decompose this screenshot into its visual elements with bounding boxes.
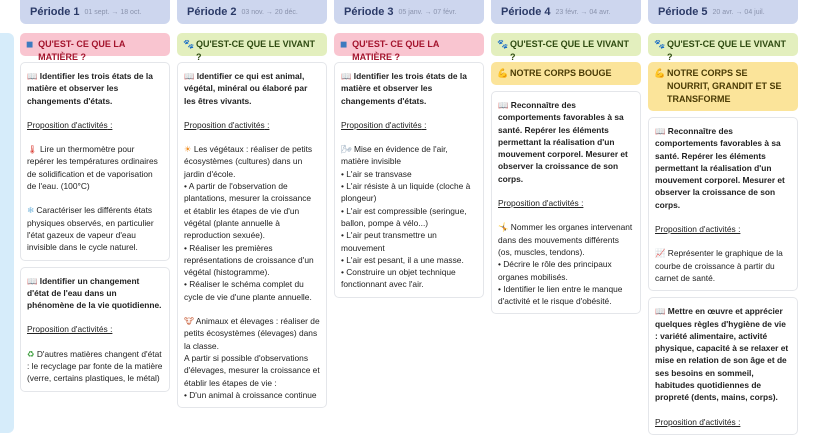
proposition-heading: Proposition d'activités : — [27, 119, 113, 130]
period-title: Période 5 — [658, 6, 708, 18]
theme-card-vivant[interactable] — [491, 33, 641, 62]
bullet-item: • L'air est compressible (seringue, ballon, pompe à vélo...) — [341, 205, 467, 228]
period-column-5 — [648, 0, 798, 435]
card-goal: 📖 Identifier les trois états de la matière et observer les changements d'états. — [27, 71, 153, 106]
card-goal: 📖 Identifier ce qui est animal, végétal, minéral ou élaboré par les êtres vivants. — [184, 71, 308, 106]
theme-card-corps[interactable] — [491, 62, 641, 85]
period-title: Période 1 — [30, 6, 80, 18]
book-icon: 📖 — [655, 306, 666, 317]
period-column-1 — [20, 0, 170, 392]
left-rail — [0, 33, 14, 433]
recycle-icon: ♻ — [27, 348, 35, 359]
paw-icon: 🐾 — [497, 39, 509, 49]
cube-icon: ◼ — [26, 39, 34, 49]
period-dates: 01 sept. → 18 oct. — [84, 8, 142, 16]
bullet-item: • D'un animal à croissance continue — [184, 389, 317, 400]
activity-card[interactable] — [648, 117, 798, 291]
book-icon: 📖 — [184, 71, 195, 81]
card-goal: 📖 Mettre en œuvre et apprécier quelques règles d'hygiène de vie : variété alimentaire, activité physique, capacité à se relaxer et mise en relation de son âge et de ses besoins en sommeil, habitudes quotidiennes de propreté (dents, mains, corps). — [655, 306, 789, 403]
activity-item: 🌬 Mise en évidence de l'air, matière invisible — [341, 144, 448, 167]
proposition-heading: Proposition d'activités : — [498, 198, 584, 209]
bullet-item: • Réaliser le schéma complet du cycle de vie d'une plante annuelle. — [184, 279, 312, 302]
bullet-item: • L'air peut transmettre un mouvement — [341, 230, 437, 253]
activity-card[interactable] — [491, 91, 641, 314]
theme-card-matiere[interactable] — [334, 33, 484, 62]
period-title: Période 3 — [344, 6, 394, 18]
period-column-4 — [491, 0, 641, 314]
activity-item: ❄ Caractériser les différents états physiques observés, en particulier l'état gazeux de vapeur d'eau invisible dans le cycle naturel. — [27, 205, 154, 253]
bullet-item: • Réaliser les premières représentations de croissance d'un végétal (histogramme). — [184, 242, 314, 278]
activity-card[interactable] — [648, 297, 798, 435]
running-icon: 🤸 — [498, 222, 509, 233]
cow-icon: 🐮 — [184, 316, 194, 327]
activity-item: 🤸 Nommer les organes intervenant dans des mouvements différents (os, muscles, tendons). — [498, 222, 633, 257]
activity-item: ☀ Les végétaux : réaliser de petits écosystèmes (cultures) dans un jardin d'école. — [184, 144, 313, 179]
theme-card-matiere[interactable] — [20, 33, 170, 62]
proposition-heading: Proposition d'activités : — [27, 324, 113, 335]
period-board — [20, 0, 820, 427]
activity-item: ♻ D'autres matières changent d'état : le recyclage par fonte de la matière (verre, certains plastiques, le métal) — [27, 348, 163, 384]
theme-label: QU'EST-CE QUE LE VIVANT ? — [510, 39, 629, 62]
period-header-2[interactable] — [177, 0, 327, 24]
bullet-item: • Identifier le lien entre le manque d'activité et le risque d'obésité. — [498, 283, 623, 307]
snowflake-icon: ❄ — [27, 205, 35, 216]
theme-label: QU'EST- CE QUE LA MATIÈRE ? — [352, 39, 439, 62]
bullet-item: • Construire un objet technique fonctionnant avec l'air. — [341, 267, 456, 290]
period-dates: 20 avr. → 04 juil. — [712, 8, 765, 16]
activity-card[interactable] — [20, 267, 170, 392]
period-title: Période 2 — [187, 6, 237, 18]
proposition-heading: Proposition d'activités : — [341, 119, 427, 130]
bullet-item: • L'air est pesant, il a une masse. — [341, 254, 464, 265]
theme-label: QU'EST-CE QUE LE VIVANT ? — [667, 39, 786, 62]
theme-label: QU'EST- CE QUE LA MATIÈRE ? — [38, 39, 125, 62]
bullet-item: • Décrire le rôle des principaux organes mobilisés. — [498, 259, 612, 282]
theme-label: QU'EST-CE QUE LE VIVANT ? — [196, 39, 315, 62]
period-column-3 — [334, 0, 484, 298]
book-icon: 📖 — [27, 71, 38, 81]
theme-label: NOTRE CORPS BOUGE — [510, 68, 612, 78]
period-column-2 — [177, 0, 327, 408]
card-goal: 📖 Reconnaître des comportements favorables à sa santé. Repérer les éléments permettant la réalisation d'un mouvement corporel. Mesurer et observer la croissance de son corps. — [498, 100, 628, 184]
period-dates: 03 nov. → 20 déc. — [241, 8, 298, 16]
theme-card-corps[interactable] — [648, 62, 798, 111]
card-goal: 📖 Identifier les trois états de la matière et observer les changements d'états. — [341, 71, 467, 106]
period-dates: 05 janv. → 07 févr. — [398, 8, 457, 16]
thermometer-icon: 🌡 — [27, 144, 38, 155]
theme-card-vivant[interactable] — [648, 33, 798, 62]
card-goal: 📖 Reconnaître des comportements favorables à sa santé. Repérer les éléments permettant la réalisation d'un mouvement corporel. Mesurer et observer la croissance de son corps. — [655, 126, 785, 210]
proposition-heading: Proposition d'activités : — [655, 416, 741, 427]
book-icon: 📖 — [498, 100, 509, 110]
paw-icon: 🐾 — [654, 39, 666, 49]
period-header-3[interactable] — [334, 0, 484, 24]
book-icon: 📖 — [655, 126, 666, 136]
period-header-1[interactable] — [20, 0, 170, 24]
chart-icon: 📈 — [655, 248, 666, 259]
activity-item: 📈 Représenter le graphique de la courbe de croissance à partir du carnet de santé. — [655, 248, 783, 283]
flexed-arm-icon: 💪 — [497, 68, 509, 78]
bullet-item: • L'air se transvase — [341, 168, 412, 179]
theme-card-vivant[interactable] — [177, 33, 327, 62]
activity-card[interactable] — [177, 62, 327, 408]
cube-icon: ◼ — [340, 39, 348, 49]
activity-item: 🐮 Animaux et élevages : réaliser de petits écosystèmes (élevages) dans la classe. — [184, 316, 320, 351]
card-goal: 📖 Identifier un changement d'état de l'eau dans un phénomène de la vie quotidienne. — [27, 275, 162, 311]
bullet-item: A partir si possible d'observations d'élevages, mesurer la croissance et établir les étapes de vie : — [184, 352, 320, 388]
book-icon: 📖 — [27, 275, 38, 286]
book-icon: 📖 — [341, 71, 352, 81]
sun-icon: ☀ — [184, 144, 192, 155]
wind-icon: 🌬 — [341, 144, 352, 155]
flexed-arm-icon: 💪 — [654, 68, 666, 78]
proposition-heading: Proposition d'activités : — [184, 119, 270, 130]
activity-card[interactable] — [20, 62, 170, 261]
theme-label: NOTRE CORPS SE NOURRIT, GRANDIT ET SE TRANSFORME — [667, 68, 782, 104]
period-header-5[interactable] — [648, 0, 798, 24]
period-header-4[interactable] — [491, 0, 641, 24]
activity-card[interactable] — [334, 62, 484, 298]
bullet-item: • A partir de l'observation de plantations, mesurer la croissance et établir les étapes de vie d'un végétal (plante annuelle à reproduction sexuée). — [184, 181, 312, 241]
activity-item: 🌡 Lire un thermomètre pour repérer les températures ordinaires de solidification et de vaporisation de l'eau. (100°C) — [27, 144, 158, 192]
proposition-heading: Proposition d'activités : — [655, 224, 741, 235]
period-title: Période 4 — [501, 6, 551, 18]
paw-icon: 🐾 — [183, 39, 195, 49]
period-dates: 23 févr. → 04 avr. — [555, 8, 611, 16]
bullet-item: • L'air résiste à un liquide (cloche à plongeur) — [341, 181, 471, 204]
